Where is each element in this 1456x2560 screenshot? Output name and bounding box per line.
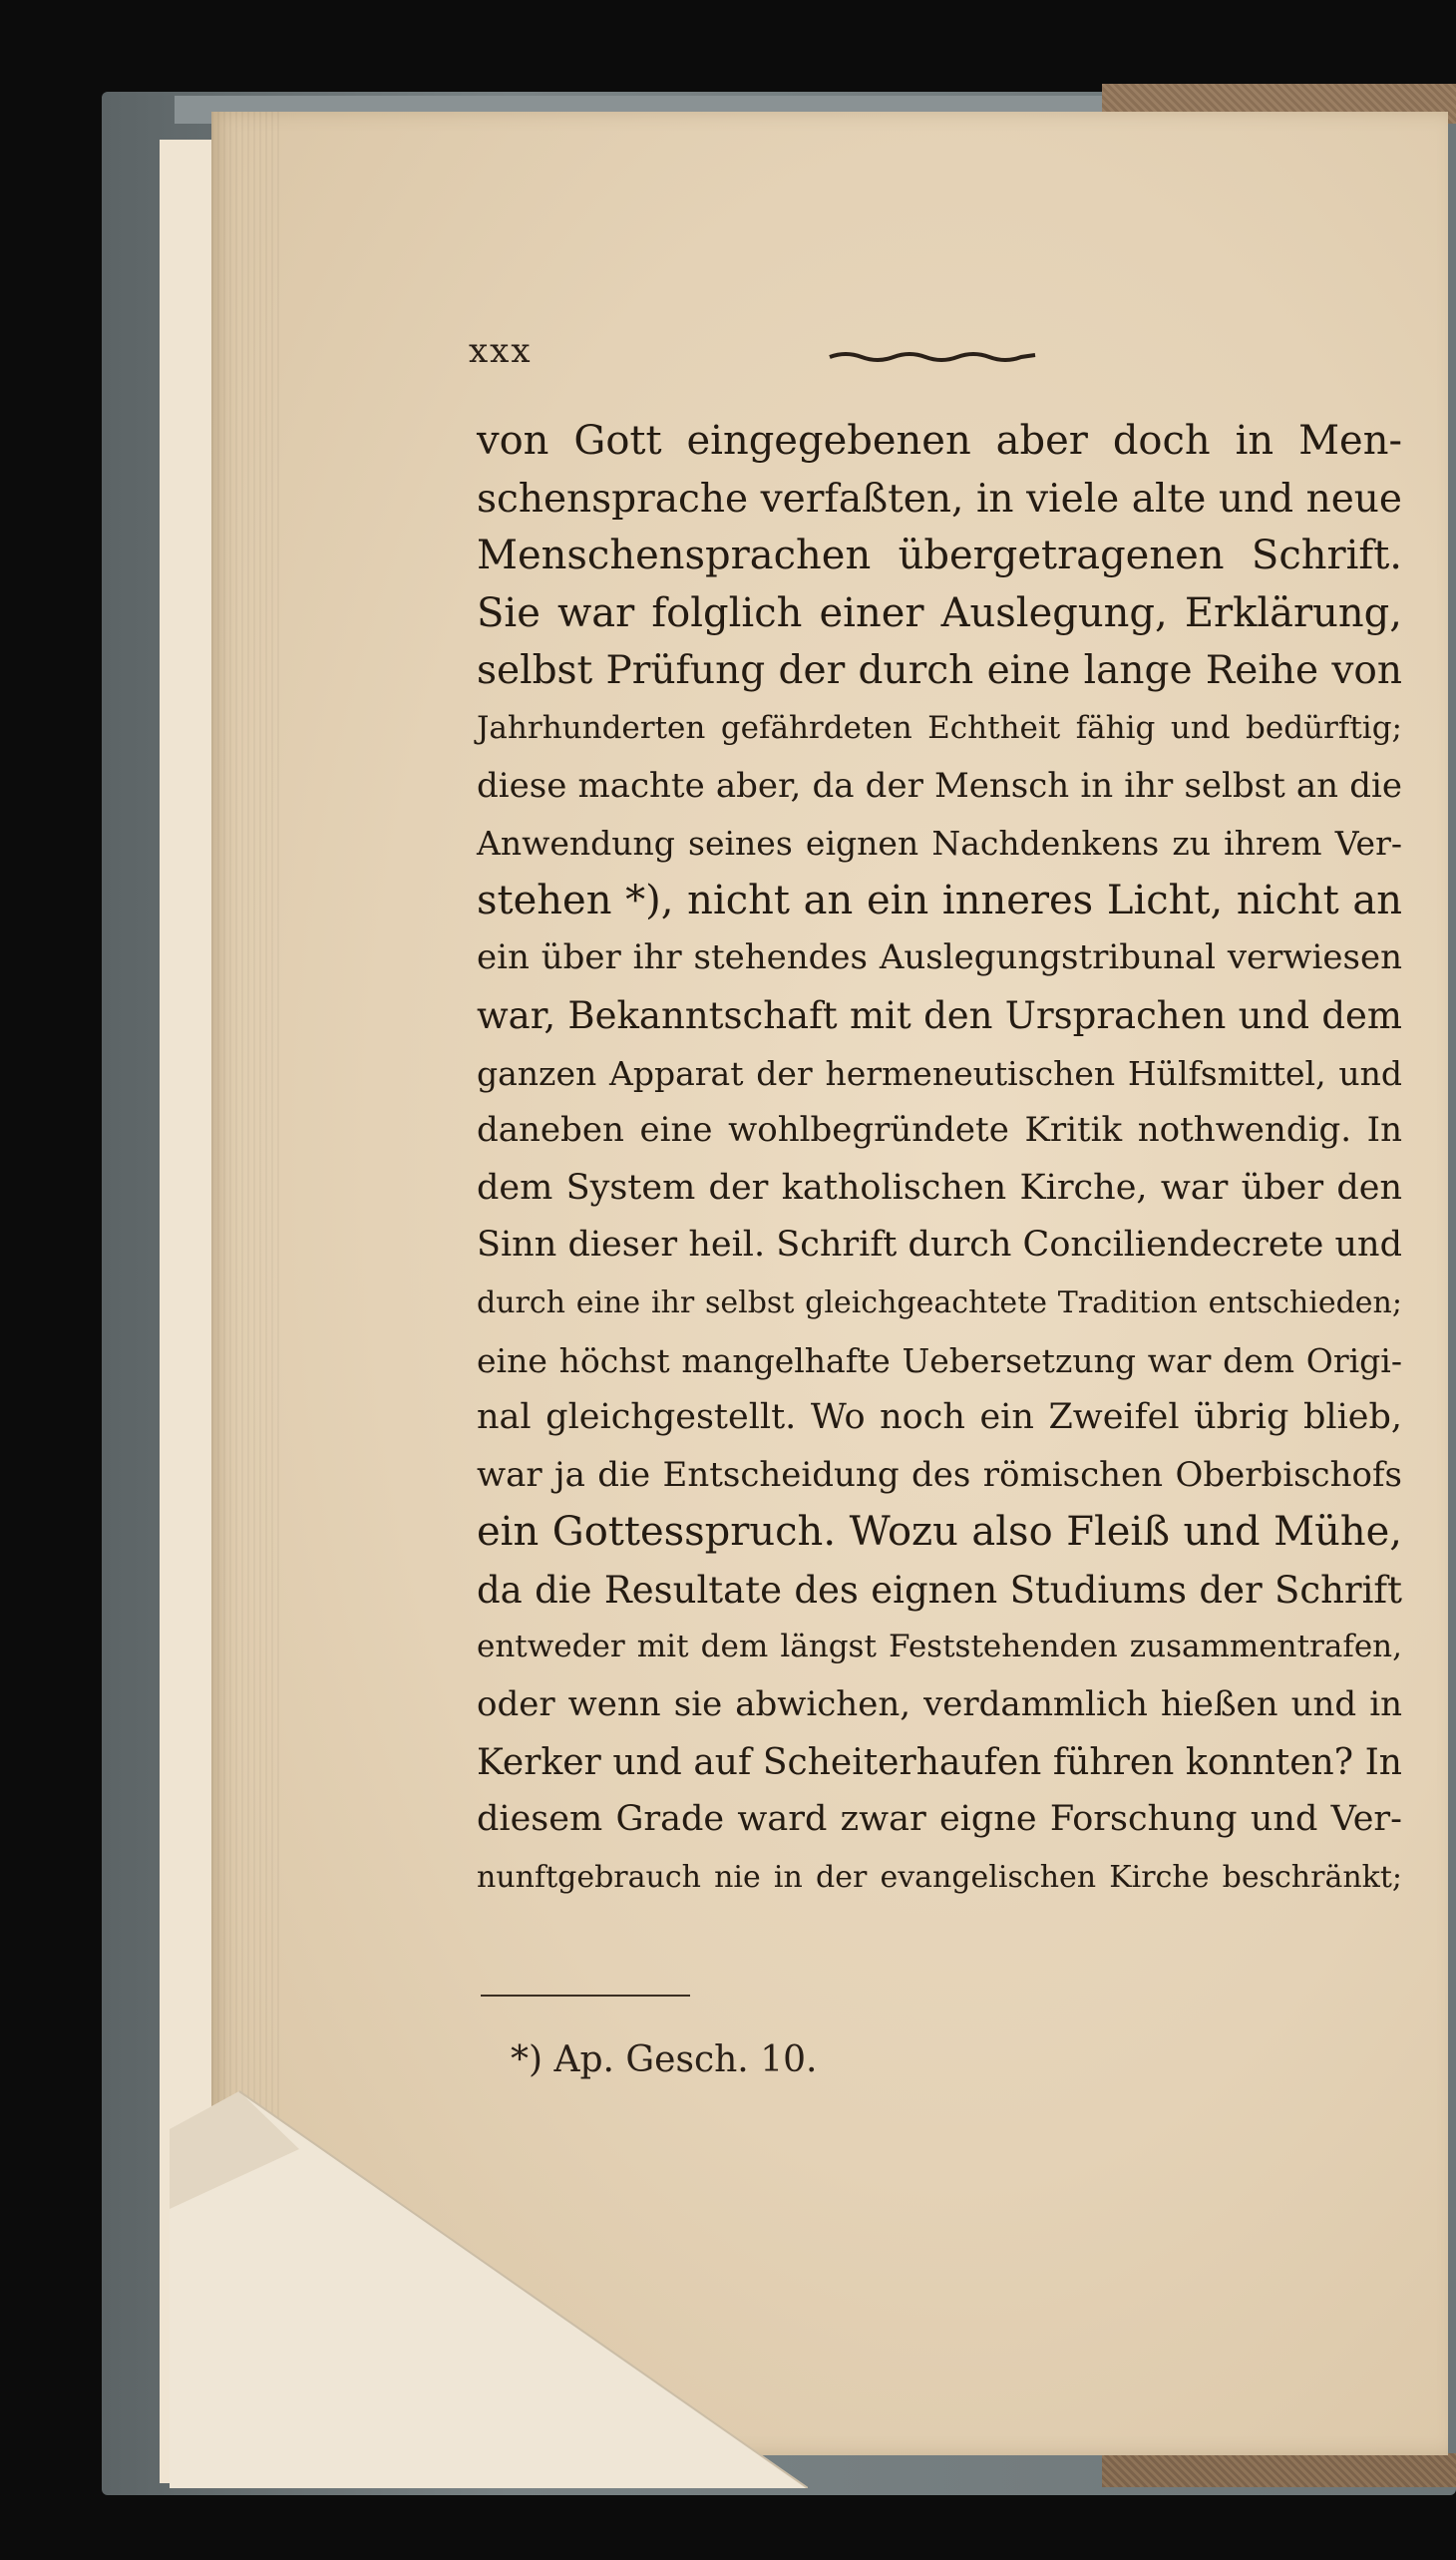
text-line: stehen *), nicht an ein inneres Licht, nicht an: [477, 877, 1402, 923]
text-line: ganzen Apparat der hermeneutischen Hülfsmittel, und: [477, 1053, 1402, 1093]
text-line: Sie war folglich einer Auslegung, Erklärung,: [477, 589, 1402, 636]
text-line: oder wenn sie abwichen, verdammlich hießen und in: [477, 1684, 1402, 1725]
text-line: schensprache verfaßten, in viele alte und neue: [477, 476, 1402, 522]
text-line: nal gleichgestellt. Wo noch ein Zweifel übrig blieb,: [477, 1397, 1402, 1438]
text-line: nunftgebrauch nie in der evangelischen Kirche beschränkt;: [477, 1859, 1402, 1895]
body-text: [477, 413, 1402, 1906]
text-line: Anwendung seines eignen Nachdenkens zu ihrem Ver-: [477, 824, 1402, 864]
text-line: durch eine ihr selbst gleichgeachtete Tradition entschieden;: [477, 1284, 1402, 1320]
footnote: *) Ap. Gesch. 10.: [511, 2039, 818, 2080]
text-line: da die Resultate des eignen Studiums der Schrift: [477, 1568, 1402, 1612]
text-line: entweder mit dem längst Feststehenden zusammentrafen,: [477, 1629, 1402, 1665]
spine-cloth-bottom: [1102, 2453, 1456, 2487]
text-line: war ja die Entscheidung des römischen Oberbischofs: [477, 1454, 1402, 1495]
page-header: [469, 331, 1067, 381]
text-line: Menschensprachen übergetragenen Schrift.: [477, 533, 1402, 579]
text-line: von Gott eingegebenen aber doch in Men-: [477, 418, 1402, 464]
ornament-rule-icon: [828, 349, 1037, 365]
text-line: ein über ihr stehendes Auslegungstribunal verwiesen: [477, 937, 1402, 978]
text-line: selbst Prüfung der durch eine lange Reihe von: [477, 648, 1402, 694]
text-line: war, Bekanntschaft mit den Ursprachen und dem: [477, 993, 1402, 1037]
folded-paper-flap: [170, 2089, 808, 2488]
text-line: dem System der katholischen Kirche, war über den: [477, 1167, 1402, 1208]
text-line: eine höchst mangelhafte Uebersetzung war dem Origi-: [477, 1340, 1402, 1380]
text-line: diese machte aber, da der Mensch in ihr selbst an die: [477, 765, 1402, 806]
page-number: xxx: [469, 331, 533, 371]
text-line: Sinn dieser heil. Schrift durch Conciliendecrete und: [477, 1225, 1402, 1266]
text-line: Jahrhunderten gefährdeten Echtheit fähig und bedürftig;: [477, 709, 1402, 746]
text-line: ein Gottesspruch. Wozu also Fleiß und Mühe,: [477, 1509, 1402, 1556]
text-line: diesem Grade ward zwar eigne Forschung und Ver-: [477, 1799, 1402, 1840]
text-line: daneben eine wohlbegründete Kritik nothwendig. In: [477, 1110, 1402, 1151]
footnote-divider: [481, 1995, 690, 1997]
text-line: Kerker und auf Scheiterhaufen führen konnten? In: [477, 1741, 1402, 1783]
